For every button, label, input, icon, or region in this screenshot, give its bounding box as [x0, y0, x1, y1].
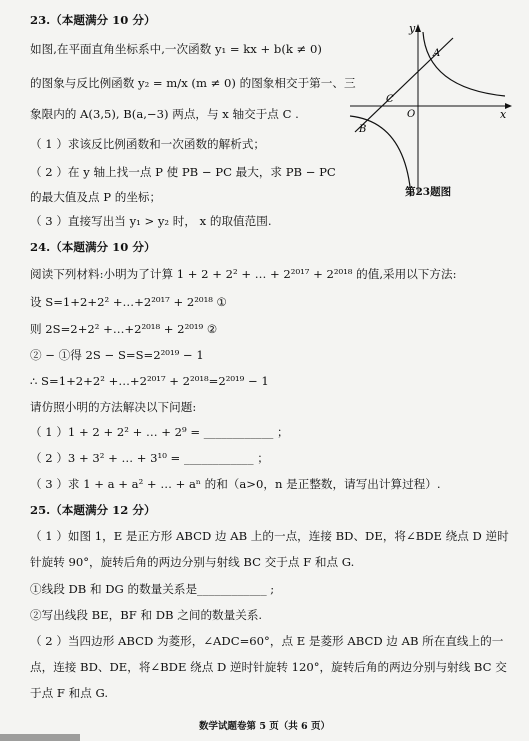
q23-part1: （ 1 ）求该反比例函数和一次函数的解析式；	[30, 137, 266, 151]
y-axis-arrow-icon	[415, 24, 421, 32]
figure-caption: 第23题图	[405, 186, 452, 198]
q23-part2b: 的最大值及点 P 的坐标；	[30, 190, 162, 204]
q25-line4: ②写出线段 BE，BF 和 DB 之间的数量关系.	[30, 608, 263, 622]
q25-line2: 针旋转 90°，旋转后角的两边分别与射线 BC 交于点 F 和点 G.	[30, 555, 355, 569]
q24-step1: 设 S=1+2+2² +…+2²⁰¹⁷ + 2²⁰¹⁸ ①	[30, 295, 227, 309]
q25-header: 25.（本题满分 12 分）	[30, 503, 156, 517]
q25-line1: （ 1 ）如图 1，E 是正方形 ABCD 边 AB 上的一点，连接 BD、DE，将∠BDE 绕点 D 逆时	[30, 529, 509, 543]
q24-part2: （ 2 ）3 + 3² + … + 3¹⁰ = ____________ ；	[30, 451, 269, 465]
q23-part2a: （ 2 ）在 y 轴上找一点 P 使 PB − PC 最大，求 PB − PC	[30, 165, 336, 179]
label-c: C	[386, 94, 394, 105]
q24-step5: 请仿照小明的方法解决以下问题:	[30, 400, 197, 414]
label-a: A	[433, 48, 441, 59]
scan-artifact	[0, 734, 80, 741]
q24-step2: 则 2S=2+2² +…+2²⁰¹⁸ + 2²⁰¹⁹ ②	[30, 322, 218, 336]
q25-line7: 于点 F 和点 G.	[30, 686, 109, 700]
q25-line6: 点，连接 BD、DE，将∠BDE 绕点 D 逆时针旋转 120°，旋转后角的两边分别与射线 BC 交	[30, 660, 507, 674]
label-o: O	[407, 109, 416, 120]
label-b: B	[359, 124, 367, 135]
label-x: x	[500, 108, 507, 121]
q23-line1: 如图,在平面直角坐标系中,一次函数 y₁ = kx + b(k ≠ 0)	[30, 42, 322, 56]
q23-line3: 象限内的 A(3,5), B(a,−3) 两点，与 x 轴交于点 C .	[30, 107, 299, 121]
label-y: y	[409, 22, 416, 35]
q23-header: 23.（本题满分 10 分）	[30, 13, 156, 27]
page-footer: 数学试题卷第 5 页（共 6 页）	[199, 721, 330, 732]
q25-line5: （ 2 ）当四边形 ABCD 为菱形，∠ADC=60°，点 E 是菱形 ABCD 边 AB 所在直线上的一	[30, 634, 504, 648]
q23-figure	[345, 18, 515, 198]
q23-part3: （ 3 ）直接写出当 y₁ > y₂ 时， x 的取值范围.	[30, 214, 272, 228]
q24-step3: ② − ①得 2S − S=S=2²⁰¹⁹ − 1	[30, 348, 204, 362]
q24-part3: （ 3 ）求 1 + a + a² + … + aⁿ 的和（a>0，n 是正整数，请写出计算过程）.	[30, 477, 441, 491]
q25-line3: ①线段 DB 和 DG 的数量关系是____________ ;	[30, 582, 275, 596]
q24-step4: ∴ S=1+2+2² +…+2²⁰¹⁷ + 2²⁰¹⁸=2²⁰¹⁹ − 1	[30, 374, 269, 388]
q23-line2: 的图象与反比例函数 y₂ = m/x (m ≠ 0) 的图象相交于第一、三	[30, 76, 356, 90]
q24-part1: （ 1 ）1 + 2 + 2² + … + 2⁹ = ____________ ；	[30, 425, 289, 439]
q24-header: 24.（本题满分 10 分）	[30, 240, 156, 254]
q24-intro: 阅读下列材料:小明为了计算 1 + 2 + 2² + … + 2²⁰¹⁷ + 2²⁰¹⁸ 的值,采用以下方法:	[30, 267, 457, 281]
hyperbola-branch-q1	[423, 32, 505, 96]
